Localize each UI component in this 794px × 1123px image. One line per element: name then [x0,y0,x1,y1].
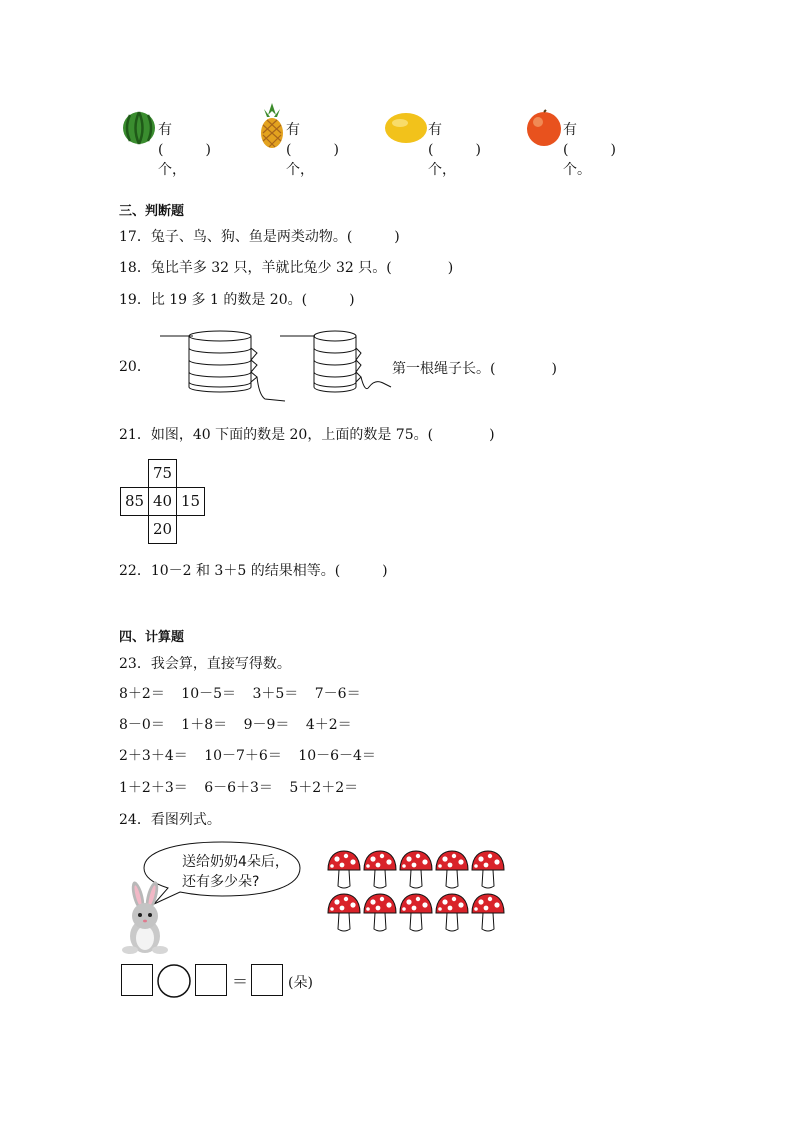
fruit-blank-1: 有( )个， [158,122,211,178]
calc-item: 5＋2＋2＝ [289,780,359,796]
calc-row-3 [119,747,376,765]
calc-item: 3＋5＝ [252,686,299,702]
mushroom-icon [398,893,434,933]
section-title-judgment: 三、判断题 [119,204,185,219]
mushroom-icon [470,850,506,890]
calc-item: 1＋2＋3＝ [119,780,188,796]
grid-cell-center: 40 [148,487,177,516]
mushroom-icon [398,850,434,890]
mushroom-icon [326,893,362,933]
pineapple-icon [257,103,287,149]
grid-cell-left: 85 [120,487,149,516]
mushroom-icon [470,893,506,933]
speech-line-2: 还有多少朵? [182,874,260,890]
answer-box-3[interactable] [251,964,283,996]
mushroom-icon [434,893,470,933]
grid-cell-right: 15 [176,487,205,516]
calc-row-2 [119,716,352,734]
calc-item: 10－5＝ [181,686,237,702]
rabbit-icon [118,880,174,956]
calc-item: 10－6－4＝ [298,748,376,764]
calc-item: 4＋2＝ [305,717,352,733]
question-18: 18．兔比羊多 32 只，羊就比兔少 32 只。( ) [119,260,454,276]
question-22: 22．10－2 和 3＋5 的结果相等。( ) [119,563,388,579]
calc-item: 1＋8＝ [181,717,228,733]
question-24: 24．看图列式。 [119,812,221,828]
calc-item: 7－6＝ [314,686,361,702]
orange-icon [525,109,563,147]
mushroom-icon [434,850,470,890]
mushroom-icon [326,850,362,890]
question-20-text: 第一根绳子长。( ) [392,361,557,377]
question-17: 17．兔子、鸟、狗、鱼是两类动物。( ) [119,229,400,245]
calc-item: 9－9＝ [243,717,290,733]
answer-box-2[interactable] [195,964,227,996]
question-21: 21．如图，40 下面的数是 20，上面的数是 75。( ) [119,427,495,443]
question-23: 23．我会算，直接写得数。 [119,656,291,672]
fruit-blank-3: 有( )个， [428,122,481,178]
grid-cell-bottom: 20 [148,515,177,544]
calc-item: 2＋3＋4＝ [119,748,188,764]
mushroom-icon [362,850,398,890]
section-title-calculation: 四、计算题 [119,630,185,645]
fruit-blank-4: 有( )个。 [563,122,616,178]
mushroom-icon [362,893,398,933]
question-20-number: 20． [119,359,151,375]
equals-sign: ＝ [232,972,249,991]
speech-line-1: 送给奶奶4朵后， [182,854,289,870]
calc-item: 8＋2＝ [119,686,165,702]
question-19: 19．比 19 多 1 的数是 20。( ) [119,292,355,308]
grid-cell-top: 75 [148,459,177,488]
operator-circle[interactable] [156,963,192,999]
lemon-icon [384,111,428,145]
calc-item: 8－0＝ [119,717,165,733]
calc-row-1 [119,685,361,703]
calc-item: 10－7＋6＝ [204,748,282,764]
watermelon-icon [122,111,156,145]
calc-row-4 [119,779,358,797]
calc-item: 6－6＋3＝ [204,780,273,796]
rope-cylinders-figure [155,325,405,407]
unit-label: (朵) [288,975,313,991]
answer-box-1[interactable] [121,964,153,996]
fruit-blank-2: 有( )个， [286,122,339,178]
